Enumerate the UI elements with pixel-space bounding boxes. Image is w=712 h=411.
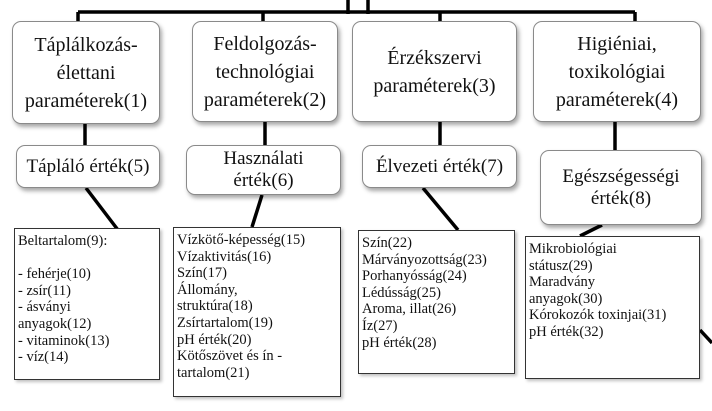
list-item: Porhanyósság(24) — [362, 268, 467, 285]
category-line: technológiai — [215, 60, 315, 83]
list-item: struktúra(18) — [177, 298, 253, 315]
value-line: Használati — [223, 148, 304, 169]
list-item: Vízaktivitás(16) — [177, 248, 272, 265]
list-item: Vízkötő-képesség(15) — [177, 232, 306, 248]
list-item: Beltartalom(9): — [18, 233, 108, 249]
list-item: Íz(27) — [362, 317, 398, 334]
list-item: Állomány, — [177, 281, 238, 298]
category-line: élettani — [56, 61, 116, 84]
link-val2-list2 — [252, 195, 262, 227]
list-item: pH érték(28) — [362, 334, 437, 351]
list-item: - víz(14) — [18, 349, 69, 366]
value-line: Élvezeti érték(7) — [375, 155, 504, 177]
category-line: Higiéniai, — [577, 32, 657, 55]
list-item: Maradvány — [529, 274, 596, 291]
link-list4-edge — [700, 330, 712, 343]
value-line: Tápláló érték(5) — [26, 155, 150, 177]
link-val4-list4 — [580, 225, 602, 236]
item-list-col1 — [14, 228, 160, 380]
list-item: Szín(22) — [362, 235, 412, 251]
list-item: tartalom(21) — [177, 364, 250, 381]
list-item: Aroma, illat(26) — [362, 301, 457, 318]
category-line: Érzékszervi — [387, 46, 482, 69]
list-item: Kórokozók toxinjai(31) — [529, 307, 667, 324]
list-item: anyagok(30) — [529, 290, 603, 307]
category-box-col2 — [192, 21, 338, 122]
list-item: státusz(29) — [529, 257, 593, 274]
category-box-col3 — [352, 21, 517, 122]
value-line: érték(8) — [590, 187, 652, 209]
list-item — [18, 250, 156, 267]
category-line: paraméterek(3) — [373, 74, 496, 97]
list-item: pH érték(32) — [529, 323, 604, 340]
value-box-col4 — [540, 150, 702, 225]
list-item: anyagok(12) — [18, 315, 92, 332]
category-box-col1 — [12, 21, 160, 124]
item-list-col3 — [358, 230, 515, 374]
list-item: Zsírtartalom(19) — [177, 314, 273, 331]
value-line: Egészségességi — [562, 165, 680, 187]
category-line: toxikológiai — [568, 60, 666, 83]
list-item: Márványozottság(23) — [362, 251, 487, 268]
list-item: pH érték(20) — [177, 331, 252, 348]
link-val1-list1 — [86, 188, 118, 230]
list-item: Szín(17) — [177, 265, 227, 282]
item-list-col2 — [173, 227, 341, 397]
category-line: paraméterek(2) — [203, 88, 327, 111]
list-item: Mikrobiológiai — [529, 241, 617, 257]
category-line: Feldolgozás- — [213, 32, 317, 55]
list-item: - fehérje(10) — [18, 266, 91, 283]
value-box-col1 — [16, 145, 160, 188]
list-item: - vitaminok(13) — [18, 332, 110, 349]
value-line: érték(6) — [233, 170, 294, 191]
list-item: Lédússág(25) — [362, 284, 441, 301]
category-box-col4 — [533, 21, 701, 122]
list-item: - ásványi — [18, 299, 71, 316]
category-line: paraméterek(4) — [555, 88, 679, 111]
link-val3-list3 — [423, 188, 458, 230]
list-item: Kötőszövet és ín - — [177, 348, 283, 365]
value-box-col2 — [186, 145, 341, 195]
list-item: - zsír(11) — [18, 282, 72, 299]
item-list-col4 — [525, 236, 700, 379]
category-line: paraméterek(1) — [24, 89, 148, 112]
value-box-col3 — [362, 145, 517, 188]
category-line: Táplálkozás- — [34, 33, 138, 56]
